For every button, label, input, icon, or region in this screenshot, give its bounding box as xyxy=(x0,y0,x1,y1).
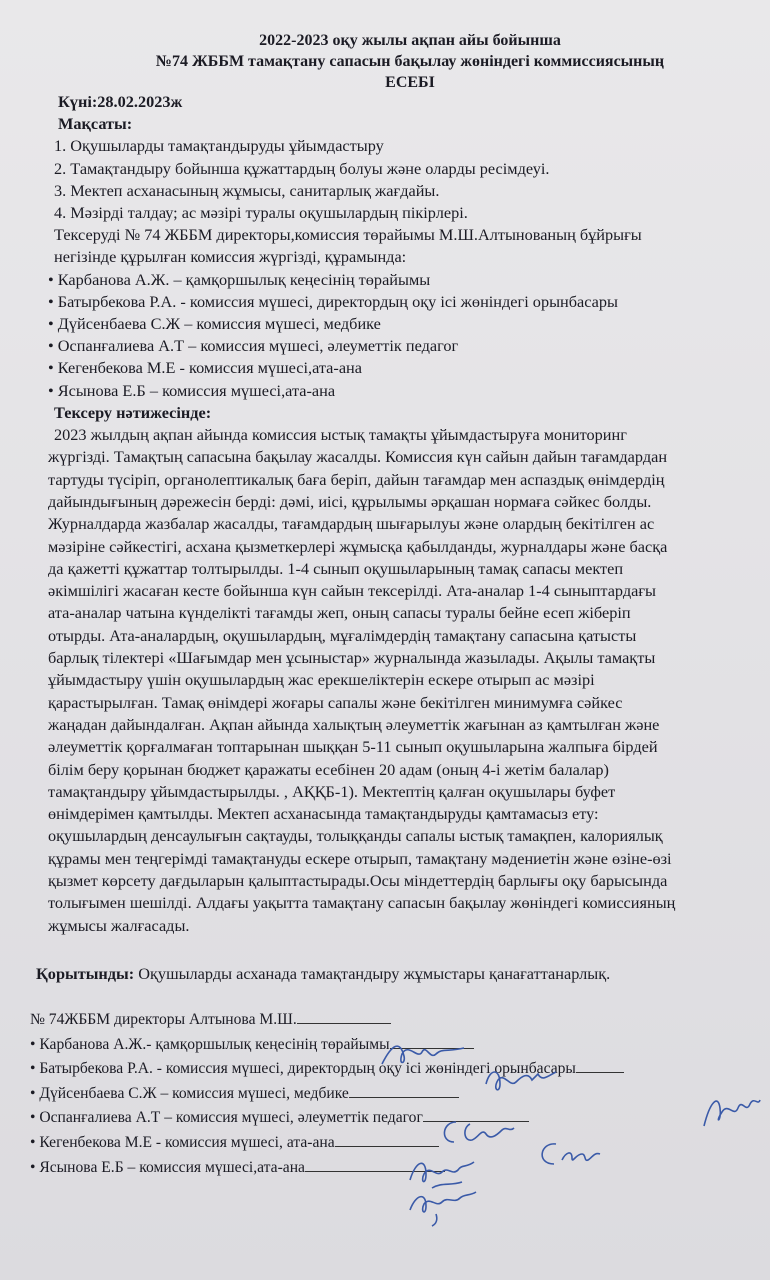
results-heading: Тексеру нәтижесінде: xyxy=(54,402,212,422)
results-line: оқушылардың денсаулығын сақтауды, толыққанды сапалы ыстық тамақпен, калориялық xyxy=(48,826,663,846)
signature-underline xyxy=(335,1130,439,1147)
results-line: отырды. Ата-аналардың, оқушылардың, мұғалімдердің тамақтану сапасына қатысты xyxy=(48,625,637,645)
intro-line: негізінде құрылған комиссия жүргізді, құрамында: xyxy=(54,247,407,267)
signer-label: • Дүйсенбаева С.Ж – комиссия мүшесі, медбике xyxy=(30,1084,349,1102)
handwritten-signature xyxy=(480,1060,560,1105)
results-line: барлық тілектері «Шағымдар мен ұсыныстар» журналында жазылады. Ақылы тамақты xyxy=(48,648,656,668)
handwritten-signature xyxy=(402,1184,482,1233)
results-line: ұйымдастыру үшін оқушылардың жас ерекшеліктерін ескере отырып ас мәзірі xyxy=(48,670,595,690)
results-line: мәзіріне сәйкестігі, асхана қызметкерлері жұмысқа қабылданды, журналдары және басқа xyxy=(48,536,668,556)
goal-item: 4. Мәзірді талдау; ас мәзірі туралы оқушылардың пікірлері. xyxy=(54,203,468,223)
conclusion-label: Қорытынды: xyxy=(36,963,135,983)
results-line: әлеуметтік қорғалмаған топтарынан шыққан 5-11 сынып оқушыларына жалпыға бірдей xyxy=(48,737,658,757)
signature-row xyxy=(30,1081,752,1106)
conclusion xyxy=(36,963,752,985)
signer-label: • Карбанова А.Ж.- қамқоршылық кеңесінің төрайымы xyxy=(30,1035,390,1053)
handwritten-signature xyxy=(436,1112,516,1157)
handwritten-signature xyxy=(698,1088,762,1139)
results-line: Журналдарда жазбалар жасалды, тағамдардың шығарылуы және олардың бекітілген ас xyxy=(48,514,655,534)
signature-underline xyxy=(349,1081,459,1098)
handwritten-signature xyxy=(532,1134,602,1179)
title-line-1: 2022-2023 оқу жылы ақпан айы бойынша xyxy=(259,32,561,49)
goals-heading: Мақсаты: xyxy=(58,114,133,134)
results-body xyxy=(48,424,752,937)
member-item: • Батырбекова Р.А. - комиссия мүшесі, директордың оқу ісі жөніндегі орынбасары xyxy=(48,291,618,311)
signer-label: • Ясынова Е.Б – комиссия мүшесі,ата-ана xyxy=(30,1158,305,1176)
results-line: жаңадан дайындалған. Ақпан айында халықтың әлеуметтік жағынан аз қамтылған және xyxy=(48,714,660,734)
title-line-2: №74 ЖББМ тамақтану сапасын бақылау жөніндегі коммиссиясының xyxy=(155,53,665,70)
goal-item: 2. Тамақтандыру бойынша құжаттардың болуы және оларды ресімдеуі. xyxy=(54,158,550,178)
goal-item: 1. Оқушыларды тамақтандыруды ұйымдастыру xyxy=(54,136,384,156)
signature-row xyxy=(30,1130,752,1155)
intro-line: Тексеруді № 74 ЖББМ директоры,комиссия төрайымы М.Ш.Алтынованың бұйрығы xyxy=(54,225,642,245)
commission-intro xyxy=(48,224,752,268)
signer-label: • Кегенбекова М.Е - комиссия мүшесі, ата-ана xyxy=(30,1134,335,1152)
signer-label: • Батырбекова Р.А. - комиссия мүшесі, директордың оқу ісі жөніндегі орынбасары xyxy=(30,1060,576,1078)
member-item: • Дүйсенбаева С.Ж – комиссия мүшесі, медбике xyxy=(48,314,381,334)
results-line: ата-аналар чатына күнделікті тағамды жеп, оның сапасы туралы бейне есеп жіберіп xyxy=(48,603,631,623)
signature-underline xyxy=(297,1007,391,1024)
report-date: Күні:28.02.2023ж xyxy=(58,92,183,111)
results-line: да қажетті құжаттар толтырылды. 1-4 сынып оқушыларының тамақ сапасы мектеп xyxy=(48,558,624,578)
results-line: қызмет көрсету дағдыларын қалыптастырады.Осы міндеттердің барлығы оқу барысында xyxy=(48,870,668,890)
results-line: тартуды түсіріп, органолептикалық баға беріп, дайын тағамдар мен аспаздық өнімдердің xyxy=(48,469,665,489)
results-line: тамақтандыру ұйымдастырылды. , АҚҚБ-1). Мектептің қалған оқушылары буфет xyxy=(48,781,616,801)
signer-label: № 74ЖББМ директоры Алтынова М.Ш. xyxy=(30,1011,297,1029)
results-line: жұмысы жалғасады. xyxy=(48,915,190,935)
commission-members xyxy=(48,269,752,402)
conclusion-text: Оқушыларды асханада тамақтандыру жұмыстары қанағаттанарлық. xyxy=(134,963,611,983)
results-line: құрамы мен теңгерімді тамақтануды ескере отырып, тамақтану мәдениетін және өзіне-өзі xyxy=(48,848,672,868)
results-line: қарастырылған. Тамақ өнімдері жоғары сапалы және бекітілген минимумға сәйкес xyxy=(48,692,623,712)
signature-underline xyxy=(576,1056,624,1073)
signature-row xyxy=(30,1155,752,1180)
report-title xyxy=(68,30,752,93)
handwritten-signature xyxy=(378,1034,468,1079)
signer-label: • Оспанғалиева А.Т – комиссия мүшесі, әлеуметтік педагог xyxy=(30,1109,423,1127)
signature-block xyxy=(30,1007,752,1179)
title-line-3: ЕСЕБІ xyxy=(385,74,435,91)
member-item: • Ясынова Е.Б – комиссия мүшесі,ата-ана xyxy=(48,380,336,400)
results-line: білім беру қорынан бюджет қаражаты есебінен 20 адам (оның 4-і жетім балалар) xyxy=(48,759,609,779)
goal-item: 3. Мектеп асханасының жұмысы, санитарлық жағдайы. xyxy=(54,180,440,200)
results-line: дайындығының дәрежесін берді: дәмі, иісі, құрылымы әрқашан нормаға сәйкес болды. xyxy=(48,491,652,511)
results-line: өнімдерімен қамтылды. Мектеп асханасында тамақтандыруды қамтамасыз ету: xyxy=(48,804,599,824)
member-item: • Оспанғалиева А.Т – комиссия мүшесі, әлеуметтік педагог xyxy=(48,336,459,356)
results-line: толығымен шешілді. Алдағы уақытта тамақтану сапасын бақылау жөніндегі комиссияның xyxy=(48,893,676,913)
member-item: • Кегенбекова М.Е - комиссия мүшесі,ата-ана xyxy=(48,358,363,378)
signature-row xyxy=(30,1007,752,1032)
results-line: 2023 жылдың ақпан айында комиссия ыстық тамақты ұйымдастыруға мониторинг xyxy=(54,425,627,445)
results-line: әкімшілігі жасаған кесте бойынша күн сайын тексерілді. Ата-аналар 1-4 сыныптардағы xyxy=(48,581,656,601)
results-line: жүргізді. Тамақтың сапасына бақылау жасалды. Комиссия күн сайын дайын тағамдардан xyxy=(48,447,668,467)
member-item: • Карбанова А.Ж. – қамқоршылық кеңесінің төрайымы xyxy=(48,269,431,289)
signature-row xyxy=(30,1105,752,1130)
goals-list xyxy=(48,135,752,224)
